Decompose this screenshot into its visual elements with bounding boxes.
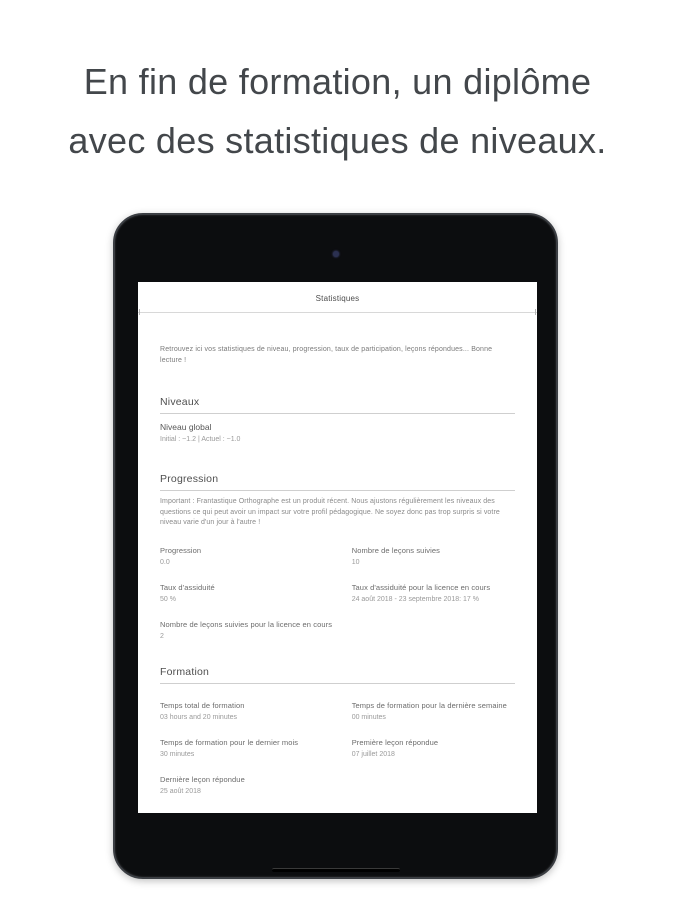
section-title-niveaux: Niveaux [160,396,515,414]
niveau-global-value: Initial : ~1.2 | Actuel : ~1.0 [160,436,241,443]
stat-value: 50 % [160,595,176,603]
stat-value: 2 [160,632,164,640]
stat-progression [160,546,352,566]
page-title: Statistiques [315,294,360,303]
intro-text: Retrouvez ici vos statistiques de niveau, progression, taux de participation, leçons répondues... Bonne lecture ! [160,346,493,364]
stat-empty [352,775,515,795]
stat-value: 30 minutes [160,750,195,758]
section-title-progression: Progression [160,473,515,491]
tablet-device [113,213,558,879]
stat-label: Nombre de leçons suivies [351,545,440,555]
screen-header [138,282,537,313]
stat-label: Taux d'assiduité pour la licence en cours [351,582,491,592]
stat-label: Temps de formation pour le dernier mois [160,737,299,747]
speaker-port [272,868,400,872]
tablet-screen [138,282,537,813]
marketing-headline [0,52,675,170]
stat-value: 07 juillet 2018 [351,750,395,758]
divider-tick-right [535,309,536,315]
stat-empty [352,620,515,640]
stat-label: Première leçon répondue [351,737,439,747]
stat-taux-assiduite [160,583,352,603]
stat-value: 03 hours and 20 minutes [160,713,238,721]
camera-icon [333,251,339,257]
niveau-global-label: Niveau global [160,422,212,432]
stat-label: Temps total de formation [160,700,245,710]
stat-value: 00 minutes [351,713,386,721]
stat-label: Progression [160,545,202,555]
stat-value: 0.0 [160,558,170,566]
stat-temps-semaine [352,701,515,721]
headline-line-2: avec des statistiques de niveaux. [68,120,607,161]
divider-tick-left [139,309,140,315]
headline-line-1: En fin de formation, un diplôme [83,61,592,102]
formation-stats-grid [160,701,515,795]
stat-label: Nombre de leçons suivies pour la licence en cours [160,619,333,629]
screen-content [138,344,537,795]
stat-value: 25 août 2018 [160,787,201,795]
stat-label: Temps de formation pour la dernière semaine [351,700,507,710]
section-title-formation: Formation [160,666,515,684]
stat-value: 10 [351,558,360,566]
stat-label: Taux d'assiduité [160,582,215,592]
stat-value: 24 août 2018 - 23 septembre 2018: 17 % [351,595,479,603]
stat-lecons-suivies [352,546,515,566]
stat-premiere-lecon [352,738,515,758]
stat-label: Dernière leçon répondue [160,774,245,784]
stat-temps-mois [160,738,352,758]
progression-stats-grid [160,546,515,640]
progression-notice: Important : Frantastique Orthographe est un produit récent. Nous ajustons régulièrement les niveaux des questions ce qui peut avoir un impact sur votre profil pédagogique. Ne soyez donc pas trop surpris si votre niveau varie d'un jour à l'autre ! [160,498,500,526]
stat-derniere-lecon [160,775,352,795]
stat-lecons-licence [160,620,352,640]
stat-temps-total [160,701,352,721]
stat-taux-assiduite-licence [352,583,515,603]
